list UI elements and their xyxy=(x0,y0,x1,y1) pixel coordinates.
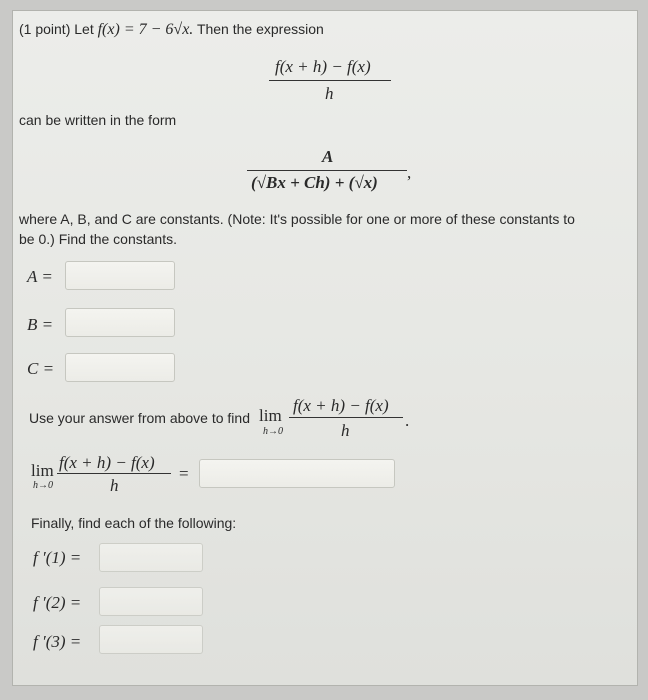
answer-equals: = xyxy=(179,464,189,483)
constant-c-label: C = xyxy=(27,359,55,378)
answer-lim-subscript: h→0 xyxy=(33,480,53,491)
derivatives-instruction: Finally, find each of the following: xyxy=(31,515,237,531)
constant-a-field[interactable] xyxy=(66,262,174,289)
derivative-3-input[interactable] xyxy=(99,625,203,654)
diff-quotient-numerator: f(x + h) − f(x) xyxy=(275,57,371,76)
intro-tail: Then the expression xyxy=(196,21,324,37)
form-text: can be written in the form xyxy=(19,112,177,128)
answer-numerator: f(x + h) − f(x) xyxy=(59,453,155,472)
limit-denominator: h xyxy=(341,421,350,440)
diff-quotient-bar xyxy=(269,80,391,81)
constant-b-input[interactable] xyxy=(65,308,175,337)
derivative-2-field[interactable] xyxy=(100,588,202,615)
constant-b-label: B = xyxy=(27,315,54,334)
constant-c-input[interactable] xyxy=(65,353,175,382)
where-text-2: be 0.) Find the constants. xyxy=(19,231,177,247)
limit-period: . xyxy=(405,411,410,430)
limit-lim-word: lim xyxy=(259,406,282,425)
limit-bar xyxy=(289,417,403,418)
constant-a-input[interactable] xyxy=(65,261,175,290)
derivative-3-label: f ′(3) = xyxy=(33,632,82,651)
limit-instruction: Use your answer from above to find xyxy=(29,410,250,426)
form-numerator: A xyxy=(322,147,334,166)
points-label: (1 point) xyxy=(19,21,71,37)
problem-header xyxy=(19,21,324,39)
derivative-1-input[interactable] xyxy=(99,543,203,572)
limit-answer-input[interactable] xyxy=(199,459,395,488)
derivative-3-field[interactable] xyxy=(100,626,202,653)
limit-numerator: f(x + h) − f(x) xyxy=(293,396,389,415)
problem-panel xyxy=(12,10,638,686)
form-bar xyxy=(247,170,407,171)
limit-subscript: h→0 xyxy=(263,426,283,437)
constant-b-field[interactable] xyxy=(66,309,174,336)
intro-text: Let xyxy=(74,21,94,37)
derivative-2-label: f ′(2) = xyxy=(33,593,82,612)
answer-denominator: h xyxy=(110,476,119,495)
form-comma: , xyxy=(407,163,412,182)
constant-a-label: A = xyxy=(27,267,53,286)
function-definition: f(x) = 7 − 6√x. xyxy=(97,21,194,38)
diff-quotient-denominator: h xyxy=(325,84,334,103)
derivative-1-label: f ′(1) = xyxy=(33,548,82,567)
constant-c-field[interactable] xyxy=(66,354,174,381)
limit-answer-field[interactable] xyxy=(200,460,394,487)
answer-bar xyxy=(57,473,171,474)
derivative-2-input[interactable] xyxy=(99,587,203,616)
where-text: where A, B, and C are constants. (Note: It's possible for one or more of these constants to xyxy=(19,211,575,227)
form-denominator: (√Bx + Ch) + (√x) xyxy=(251,173,378,192)
derivative-1-field[interactable] xyxy=(100,544,202,571)
answer-lim-word: lim xyxy=(31,461,54,480)
